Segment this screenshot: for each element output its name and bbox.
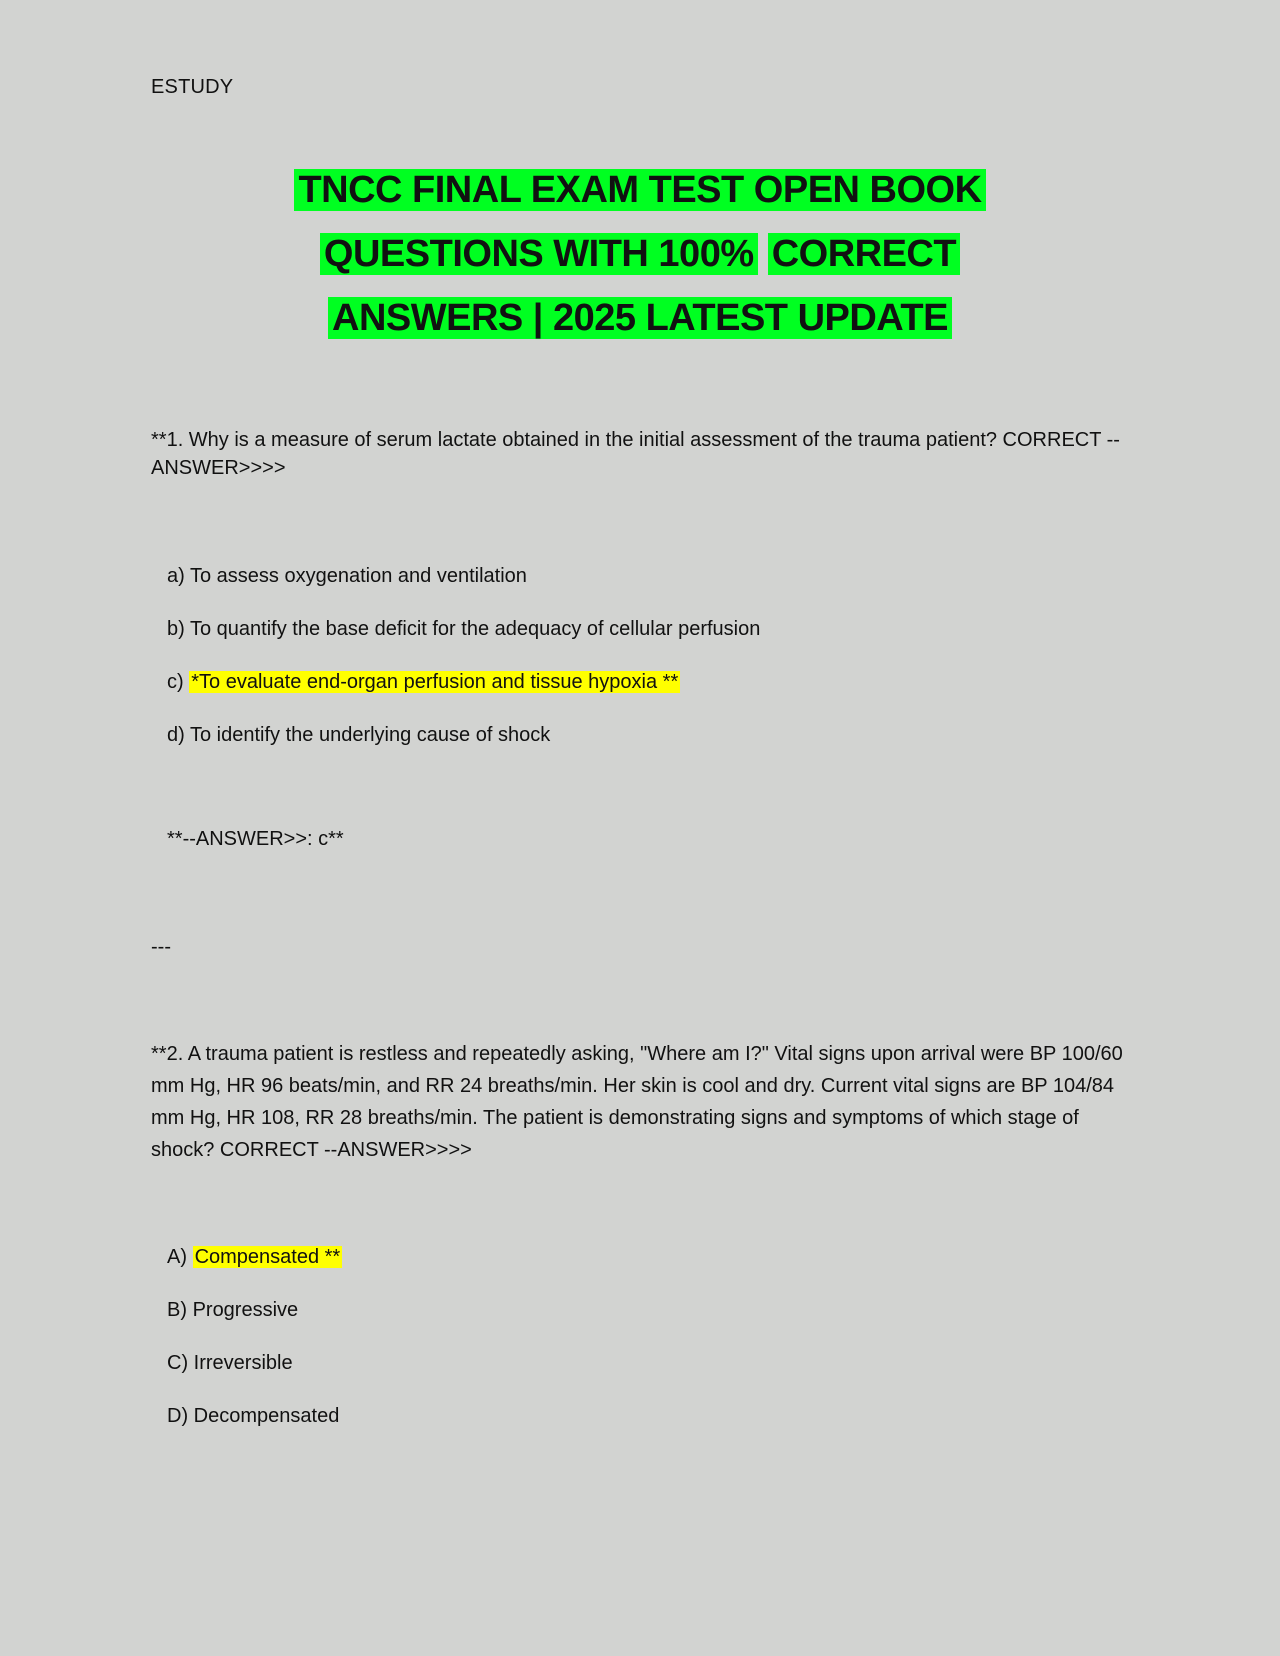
option-text: Decompensated	[193, 1405, 340, 1427]
option-text: To identify the underlying cause of shock	[190, 724, 551, 746]
title-line-2a-text: QUESTIONS WITH 100%	[320, 233, 758, 275]
option-text: Progressive	[192, 1299, 299, 1321]
title-line-1-text: TNCC FINAL EXAM TEST OPEN BOOK	[294, 169, 985, 211]
option-text: To quantify the base deficit for the adequacy of cellular perfusion	[190, 618, 761, 640]
question-1-option-b	[167, 615, 760, 643]
question-2-option-d	[167, 1402, 339, 1430]
title-line-3	[0, 286, 1280, 350]
option-text: To assess oxygenation and ventilation	[190, 565, 527, 587]
option-prefix: d)	[167, 724, 185, 746]
option-prefix: A)	[167, 1246, 187, 1268]
question-2-option-c	[167, 1349, 293, 1377]
title-line-1	[0, 158, 1280, 222]
option-prefix: D)	[167, 1405, 189, 1427]
option-prefix: C)	[167, 1352, 189, 1374]
option-prefix: a)	[167, 565, 185, 587]
document-title	[0, 158, 1280, 350]
option-text-highlighted: *To evaluate end-organ perfusion and tissue hypoxia **	[191, 671, 679, 693]
question-1-option-a	[167, 562, 527, 590]
title-line-3-text: ANSWERS | 2025 LATEST UPDATE	[328, 297, 952, 339]
question-1-prompt: **1. Why is a measure of serum lactate obtained in the initial assessment of the trauma patient? CORRECT --ANSWER>>>>	[151, 429, 1120, 479]
question-2-option-b	[167, 1296, 298, 1324]
title-line-2b-text: CORRECT	[768, 233, 960, 275]
question-1-option-c	[167, 668, 680, 696]
option-text: Irreversible	[193, 1352, 293, 1374]
option-prefix: b)	[167, 618, 185, 640]
question-1-option-d	[167, 721, 550, 749]
question-1-answer: **--ANSWER>>: c**	[167, 828, 344, 850]
header-label: ESTUDY	[151, 76, 234, 98]
title-line-2	[0, 222, 1280, 286]
question-2-prompt: **2. A trauma patient is restless and repeatedly asking, "Where am I?" Vital signs upon arrival were BP 100/60 mm Hg, HR 96 beats/min, and RR 24 breaths/min. Her skin is cool and dry. Current vital signs are BP 104/84 mm Hg, HR 108, RR 28 breaths/min. The patient is demonstrating signs and symptoms of which stage of shock? CORRECT --ANSWER>>>>	[151, 1043, 1123, 1161]
option-prefix: c)	[167, 671, 184, 693]
option-text-highlighted: Compensated **	[194, 1246, 341, 1268]
option-prefix: B)	[167, 1299, 187, 1321]
section-divider: ---	[151, 936, 171, 958]
question-2-option-a	[167, 1243, 342, 1271]
